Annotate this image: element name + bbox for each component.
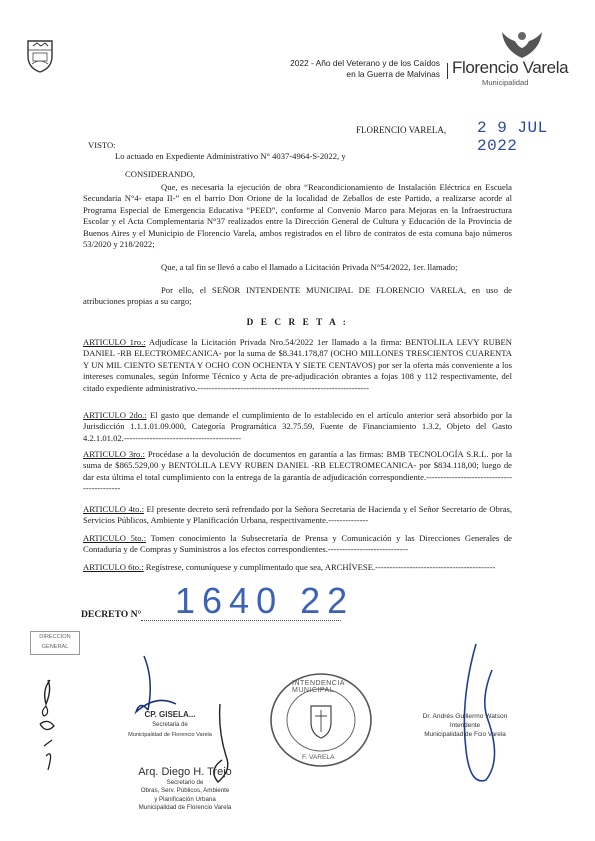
center-signatory-name: Arq. Diego H. Trejo: [138, 766, 232, 778]
article-4-text: El presente decreto será refrendado por la Señora Secretaria de Hacienda y el Señor Secretario de Obras, Servicios Públicos, Ambiente y Planificación Urbana, respectivamente.--------------: [83, 504, 513, 526]
center-signature-block: [120, 766, 250, 813]
article-3: [83, 449, 512, 495]
header-motto: [240, 58, 440, 80]
city-date-label: FLORENCIO VARELA,: [356, 125, 447, 135]
motto-line-1: 2022 - Año del Veterano y de los Caídos: [290, 58, 440, 68]
article-4-label: ARTICULO 4to.:: [83, 504, 144, 514]
left-signatory-role-1: Secretaria de: [152, 722, 188, 728]
motto-line-2: en la Guerra de Malvinas: [346, 69, 440, 79]
direction-box-line-2: GENERAL: [41, 644, 69, 650]
article-5-label: ARTICULO 5to.:: [83, 533, 147, 543]
article-6-label: ARTICULO 6to.:: [83, 562, 144, 572]
florencio-varela-logo-icon: [494, 28, 550, 60]
visto-heading: VISTO:: [88, 140, 116, 150]
article-6-text: Regístrese, comuníquese y cumplimentado que sea, ARCHÍVESE.------------------------------------------: [143, 562, 496, 572]
direction-box-line-1: DIRECCION: [39, 634, 71, 640]
initials-handwriting: [28, 660, 78, 780]
article-2: [83, 410, 512, 444]
article-5-text: Tomen conocimiento la Subsecretaría de Prensa y Comunicación y las Direcciones Generales de Contaduría y de Compras y Suministros a los efectos correspondientes.----------------------------: [83, 533, 512, 555]
left-signatory-role-2: Municipalidad de Florencio Varela: [128, 732, 212, 738]
article-4: [83, 504, 512, 527]
article-1-label: ARTICULO 1ro.:: [83, 337, 146, 347]
center-signatory-role-1: Secretario de: [166, 779, 204, 786]
municipality-subtitle: Municipalidad: [482, 78, 529, 87]
seal-bottom-text: F. VARELA: [302, 754, 335, 761]
direction-box-stamp: [30, 631, 80, 655]
right-signatory-role-1: Intendente: [449, 722, 481, 729]
considerando-paragraph-1: Que, es necesaria la ejecución de obra “Reacondicionamiento de Instalación Eléctrica en Escuela Secundaria N°4- etapa II-” en el barrio Don Orione de la localidad de Zeballos de este Partido, a realizarse acorde al Programa Especial de Emergencia Educativa “PEED”, conforme al Convenio Marco para Mejoras en la Infraestructura Escolar y el Acta Complementaria N°37 realizados entre la Dirección General de Cultura y Educación de la Provincia de Buenos Aires y el Municipio de Florencio Varela, ambos registrados en el libro de contratos de esta comuna bajo números 53/2020 y 218/2022;: [83, 182, 512, 250]
center-signatory-role-4: Municipalidad de Florencio Varela: [138, 804, 232, 812]
decreta-heading: D E C R E T A :: [246, 317, 349, 327]
right-signatory-role-2: Municipalidad de Fcio Varela: [424, 731, 506, 738]
seal-text: INTENDENCIA MUNICIPAL: [292, 680, 345, 694]
right-signature-block: [400, 712, 530, 739]
center-signatory-role-3: y Planificación Urbana: [154, 795, 216, 803]
header-divider: [447, 63, 448, 79]
decree-number-stamp: 1640 22: [175, 580, 355, 621]
article-1: [83, 337, 512, 394]
date-stamp: 2 9 JUL 2022: [477, 119, 548, 155]
coat-of-arms-shield-icon: [26, 38, 54, 74]
article-5: [83, 533, 512, 556]
article-1-text: Adjudícase la Licitación Privada Nro.54/2022 1er llamado a la firma: BENTOLILA LEVY RUBEN DANIEL -RB ELECTROMECANICA- por la suma de $8.341.178,87 (OCHO MILLONES TRESCIENTOS CUARENTA Y UN MIL CIENTO SETENTA Y OCHO CON OCHENTA Y SIETE CENTAVOS) por ser la oferta más conveniente a los intereses comunales, según Informe Técnico y Acta de pre-adjudicación obrantes a fojas 108 y 112 respectivamente, del citado expediente administrativo.------------------------------------------------------------: [83, 337, 512, 393]
considerando-paragraph-2: Que, a tal fin se llevó a cabo el llamado a Licitación Privada N°54/2022, 1er. llamado;: [161, 262, 458, 272]
visto-text: Lo actuado en Expediente Administrativo N° 4037-4964-S-2022, y: [115, 151, 346, 161]
municipality-name: Florencio Varela: [452, 58, 569, 77]
article-6: [83, 562, 512, 573]
center-signatory-role-2: Obras, Serv. Públicos, Ambiente: [140, 787, 230, 795]
article-2-text: El gasto que demande el cumplimiento de lo establecido en el artículo anterior será absorbido por la Jurisdicción 1.1.1.01.09.000, Categoría Programática 32.75.59, Fuente de Financiamiento 1.3.2, Objeto del Gasto 4.2.1.01.02.-----------------------------------------: [83, 410, 512, 443]
article-3-label: ARTICULO 3ro.:: [83, 449, 145, 459]
left-signatory-name: CP. GISELA...: [144, 710, 196, 719]
decree-number-label: DECRETO N°: [81, 609, 142, 620]
considerando-paragraph-3: Por ello, el SEÑOR INTENDENTE MUNICIPAL DE FLORENCIO VARELA, en uso de atribuciones propias a su cargo;: [83, 285, 512, 307]
municipal-seal-stamp: [268, 670, 374, 770]
article-2-label: ARTICULO 2do.:: [83, 410, 147, 420]
right-signatory-name: Dr. Andrés Guillermo Watson: [422, 713, 508, 720]
article-3-text: Procédase a la devolución de documentos en garantía a las firmas: BMB TECNOLOGÍA S.R.L. por la suma de $865.529,00 y BENTOLILA LEVY RUBEN DANIEL -RB ELECTROMECANICA- por $834.118,00; luego de dar esta última el total cumplimiento con la entrega de la garantía de adjudicación correspondiente.-------------------------------------------: [83, 449, 512, 494]
considerando-heading: CONSIDERANDO,: [125, 169, 195, 179]
